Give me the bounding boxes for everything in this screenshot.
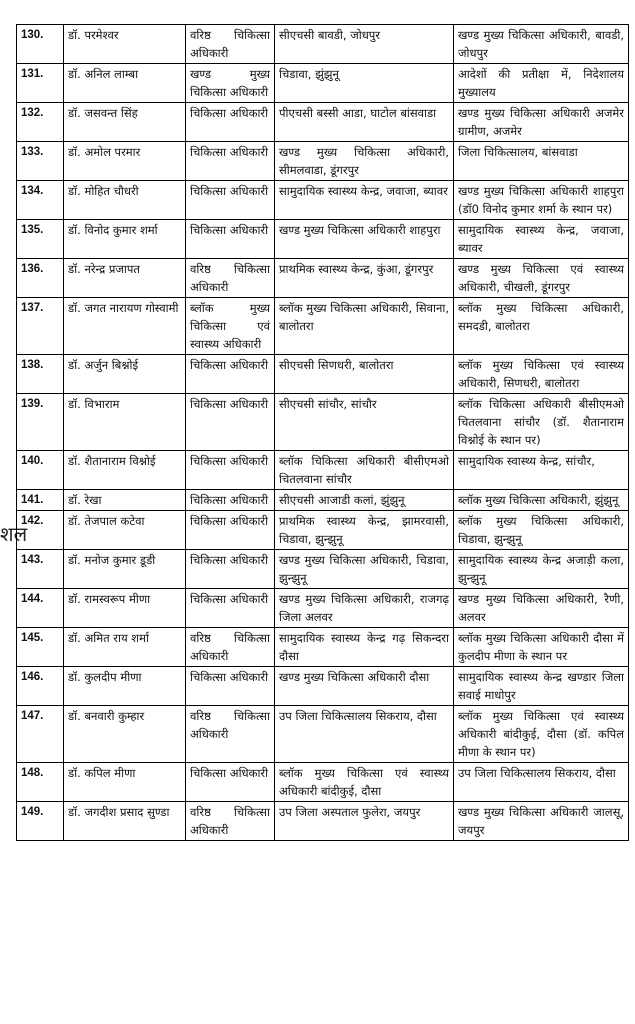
officer-name: डॉ. जसवन्त सिंह [64, 103, 186, 142]
officer-name: डॉ. अमोल परमार [64, 142, 186, 181]
officer-name: डॉ. अनिल लाम्बा [64, 64, 186, 103]
officer-post: चिकित्सा अधिकारी [186, 589, 275, 628]
officer-name: डॉ. रामस्वरूप मीणा [64, 589, 186, 628]
table-row [17, 259, 629, 298]
current-posting: चिडावा, झुंझुनू [275, 64, 454, 103]
current-posting: सीएचसी सिणधरी, बालोतरा [275, 355, 454, 394]
officer-post: चिकित्सा अधिकारी [186, 451, 275, 490]
table-row [17, 511, 629, 550]
current-posting: सामुदायिक स्वास्थ्य केन्द्र, जवाजा, ब्यावर [275, 181, 454, 220]
current-posting: उप जिला अस्पताल फुलेरा, जयपुर [275, 802, 454, 841]
row-number: 144. [17, 589, 64, 628]
officer-name: डॉ. मनोज कुमार डूडी [64, 550, 186, 589]
officer-post: वरिष्ठ चिकित्सा अधिकारी [186, 628, 275, 667]
row-number: 149. [17, 802, 64, 841]
current-posting: ब्लॉक चिकित्सा अधिकारी बीसीएमओ चितलवाना सांचौर [275, 451, 454, 490]
officer-name: डॉ. परमेश्वर [64, 25, 186, 64]
new-posting: खण्ड मुख्य चिकित्सा अधिकारी अजमेर ग्रामीण, अजमेर [454, 103, 629, 142]
new-posting: सामुदायिक स्वास्थ्य केन्द्र, सांचौर, [454, 451, 629, 490]
officer-name: डॉ. अमित राय शर्मा [64, 628, 186, 667]
officer-post: ब्लॉक मुख्य चिकित्सा एवं स्वास्थ्य अधिकारी [186, 298, 275, 355]
officer-name: डॉ. जगत नारायण गोस्वामी [64, 298, 186, 355]
officer-name: डॉ. कपिल मीणा [64, 763, 186, 802]
row-number: 131. [17, 64, 64, 103]
officer-post: चिकित्सा अधिकारी [186, 103, 275, 142]
current-posting: खण्ड मुख्य चिकित्सा अधिकारी, राजगढ़ जिला अलवर [275, 589, 454, 628]
officer-post: चिकित्सा अधिकारी [186, 763, 275, 802]
table-row [17, 490, 629, 511]
current-posting: खण्ड मुख्य चिकित्सा अधिकारी दौसा [275, 667, 454, 706]
current-posting: प्राथमिक स्वास्थ्य केन्द्र, झामरवासी, चिडावा, झुन्झुनू [275, 511, 454, 550]
officer-post: वरिष्ठ चिकित्सा अधिकारी [186, 25, 275, 64]
officer-post: वरिष्ठ चिकित्सा अधिकारी [186, 706, 275, 763]
row-number: 143. [17, 550, 64, 589]
table-row [17, 706, 629, 763]
current-posting: सीएचसी आजाडी कलां, झुंझुनू [275, 490, 454, 511]
officer-name: डॉ. मोहित चौधरी [64, 181, 186, 220]
new-posting: ब्लॉक मुख्य चिकित्सा अधिकारी, समदडी, बालोतरा [454, 298, 629, 355]
officer-name: डॉ. कुलदीप मीणा [64, 667, 186, 706]
transfer-table-body [17, 25, 629, 841]
officer-post: चिकित्सा अधिकारी [186, 490, 275, 511]
new-posting: खण्ड मुख्य चिकित्सा अधिकारी, रैणी, अलवर [454, 589, 629, 628]
table-row [17, 355, 629, 394]
new-posting: सामुदायिक स्वास्थ्य केन्द्र, जवाजा, ब्यावर [454, 220, 629, 259]
row-number: 137. [17, 298, 64, 355]
officer-name: डॉ. विभाराम [64, 394, 186, 451]
officer-name: डॉ. अर्जुन बिश्नोई [64, 355, 186, 394]
new-posting: उप जिला चिकित्सालय सिकराय, दौसा [454, 763, 629, 802]
row-number: 130. [17, 25, 64, 64]
officer-post: चिकित्सा अधिकारी [186, 394, 275, 451]
officer-post: वरिष्ठ चिकित्सा अधिकारी [186, 802, 275, 841]
new-posting: आदेशों की प्रतीक्षा में, निदेशालय मुख्यालय [454, 64, 629, 103]
officer-name: डॉ. तेजपाल कटेवा [64, 511, 186, 550]
table-row [17, 142, 629, 181]
table-row [17, 451, 629, 490]
margin-handwritten-mark: शल [0, 522, 28, 546]
row-number: 136. [17, 259, 64, 298]
officer-post: खण्ड मुख्य चिकित्सा अधिकारी [186, 64, 275, 103]
officer-name: डॉ. बनवारी कुम्हार [64, 706, 186, 763]
current-posting: खण्ड मुख्य चिकित्सा अधिकारी, चिडावा, झुन्झुनू [275, 550, 454, 589]
current-posting: पीएचसी बस्सी आडा, घाटोल बांसवाडा [275, 103, 454, 142]
officer-post: चिकित्सा अधिकारी [186, 220, 275, 259]
table-row [17, 181, 629, 220]
row-number: 140. [17, 451, 64, 490]
officer-name: डॉ. विनोद कुमार शर्मा [64, 220, 186, 259]
new-posting: ब्लॉक मुख्य चिकित्सा अधिकारी, झुंझुनू [454, 490, 629, 511]
row-number: 133. [17, 142, 64, 181]
table-row [17, 667, 629, 706]
current-posting: सामुदायिक स्वास्थ्य केन्द्र गढ़ सिकन्दरा दौसा [275, 628, 454, 667]
current-posting: ब्लॉक मुख्य चिकित्सा एवं स्वास्थ्य अधिकारी बांदीकुई, दौसा [275, 763, 454, 802]
new-posting: खण्ड मुख्य चिकित्सा अधिकारी, बावडी, जोधपुर [454, 25, 629, 64]
new-posting: सामुदायिक स्वास्थ्य केन्द्र अजाड़ी कला, झुन्झुनू [454, 550, 629, 589]
row-number: 145. [17, 628, 64, 667]
officer-name: डॉ. रेखा [64, 490, 186, 511]
row-number: 132. [17, 103, 64, 142]
table-row [17, 550, 629, 589]
officer-post: चिकित्सा अधिकारी [186, 142, 275, 181]
row-number: 141. [17, 490, 64, 511]
table-row [17, 103, 629, 142]
officer-post: चिकित्सा अधिकारी [186, 355, 275, 394]
row-number: 139. [17, 394, 64, 451]
table-row [17, 589, 629, 628]
new-posting: ब्लॉक चिकित्सा अधिकारी बीसीएमओ चितलवाना सांचौर (डॉ. शैतानाराम विश्नोई के स्थान पर) [454, 394, 629, 451]
new-posting: ब्लॉक मुख्य चिकित्सा एवं स्वास्थ्य अधिकारी बांदीकुई, दौसा (डॉ. कपिल मीणा के स्थान पर) [454, 706, 629, 763]
table-row [17, 802, 629, 841]
new-posting: ब्लॉक मुख्य चिकित्सा अधिकारी, चिडावा, झुन्झुनू [454, 511, 629, 550]
row-number: 135. [17, 220, 64, 259]
table-row [17, 763, 629, 802]
row-number: 138. [17, 355, 64, 394]
officer-post: चिकित्सा अधिकारी [186, 511, 275, 550]
row-number: 146. [17, 667, 64, 706]
new-posting: ब्लॉक मुख्य चिकित्सा अधिकारी दौसा में कुलदीप मीणा के स्थान पर [454, 628, 629, 667]
officer-post: वरिष्ठ चिकित्सा अधिकारी [186, 259, 275, 298]
current-posting: उप जिला चिकित्सालय सिकराय, दौसा [275, 706, 454, 763]
officer-post: चिकित्सा अधिकारी [186, 667, 275, 706]
table-row [17, 64, 629, 103]
row-number: 142. [17, 511, 64, 550]
new-posting: सामुदायिक स्वास्थ्य केन्द्र खण्डार जिला सवाई माधोपुर [454, 667, 629, 706]
current-posting: प्राथमिक स्वास्थ्य केन्द्र, कुंआ, डूंगरपुर [275, 259, 454, 298]
officer-name: डॉ. नरेन्द्र प्रजापत [64, 259, 186, 298]
transfer-table [16, 24, 629, 841]
officer-post: चिकित्सा अधिकारी [186, 181, 275, 220]
officer-post: चिकित्सा अधिकारी [186, 550, 275, 589]
table-row [17, 220, 629, 259]
table-row [17, 25, 629, 64]
table-row [17, 394, 629, 451]
new-posting: खण्ड मुख्य चिकित्सा अधिकारी जालसू, जयपुर [454, 802, 629, 841]
current-posting: सीएचसी सांचौर, सांचौर [275, 394, 454, 451]
current-posting: ब्लॉक मुख्य चिकित्सा अधिकारी, सिवाना, बालोतरा [275, 298, 454, 355]
row-number: 147. [17, 706, 64, 763]
current-posting: सीएचसी बावडी, जोधपुर [275, 25, 454, 64]
officer-name: डॉ. जगदीश प्रसाद सुण्डा [64, 802, 186, 841]
table-row [17, 298, 629, 355]
table-row [17, 628, 629, 667]
current-posting: खण्ड मुख्य चिकित्सा अधिकारी, सीमलवाडा, डूंगरपुर [275, 142, 454, 181]
new-posting: ब्लॉक मुख्य चिकित्सा एवं स्वास्थ्य अधिकारी, सिणधरी, बालोतरा [454, 355, 629, 394]
new-posting: खण्ड मुख्य चिकित्सा अधिकारी शाहपुरा (डॉ0 विनोद कुमार शर्मा के स्थान पर) [454, 181, 629, 220]
current-posting: खण्ड मुख्य चिकित्सा अधिकारी शाहपुरा [275, 220, 454, 259]
officer-name: डॉ. शैतानाराम विश्नोई [64, 451, 186, 490]
row-number: 134. [17, 181, 64, 220]
new-posting: जिला चिकित्सालय, बांसवाडा [454, 142, 629, 181]
row-number: 148. [17, 763, 64, 802]
new-posting: खण्ड मुख्य चिकित्सा एवं स्वास्थ्य अधिकारी, चीखली, डूंगरपुर [454, 259, 629, 298]
